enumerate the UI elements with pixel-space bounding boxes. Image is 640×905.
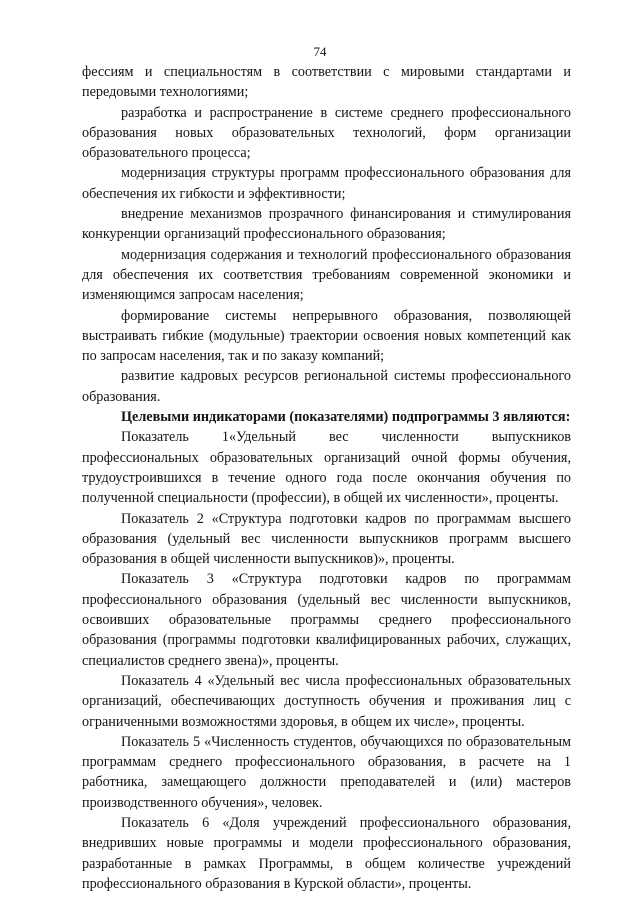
page-text bbox=[82, 62, 571, 894]
paragraph: модернизация структуры программ профессионального образования для обеспечения их гибкости и эффективности; bbox=[82, 165, 571, 202]
page-number: 74 bbox=[313, 44, 327, 59]
paragraph: формирование системы непрерывного образования, позволяющей выстраивать гибкие (модульные) траектории освоения новых компетенций как по запросам населения, так и по заказу компаний; bbox=[82, 307, 571, 365]
indicator-paragraph: Показатель 1«Удельный вес численности выпускников профессиональных образовательных организаций очной формы обучения, трудоустроившихся в течение одного года после окончания обучения по полученной специальности (профессии), в общей их численности», проценты. bbox=[82, 429, 571, 507]
indicator-paragraph: Показатель 3 «Структура подготовки кадров по программам профессионального образования (удельный вес численности выпускников, освоивших образовательные программы среднего профессионального образования (программы подготовки квалифицированных рабочих, служащих, специалистов среднего звена)», проценты. bbox=[82, 571, 571, 669]
paragraph: внедрение механизмов прозрачного финансирования и стимулирования конкуренции организаций профессионального образования; bbox=[82, 206, 571, 243]
paragraph: модернизация содержания и технологий профессионального образования для обеспечения их соответствия требованиям современной экономики и изменяющимся запросам населения; bbox=[82, 246, 571, 304]
paragraph: разработка и распространение в системе среднего профессионального образования новых образовательных технологий, форм организации образовательного процесса; bbox=[82, 104, 571, 162]
indicator-paragraph: Показатель 5 «Численность студентов, обучающихся по образовательным программам среднего профессионального образования, в расчете на 1 работника, замещающего должности преподавателей и (или) мастеров производственного обучения», человек. bbox=[82, 733, 571, 811]
indicator-paragraph: Показатель 6 «Доля учреждений профессионального образования, внедривших новые программы и модели профессионального образования, разработанные в рамках Программы, в общем количестве учреждений профессионального образования в Курской области», проценты. bbox=[82, 814, 571, 892]
section-heading: Целевыми индикаторами (показателями) подпрограммы 3 являются: bbox=[121, 409, 571, 426]
indicator-paragraph: Показатель 4 «Удельный вес числа профессиональных образовательных организаций, обеспечивающих доступность обучения и проживания лиц с ограниченными возможностями здоровья, в общем их числе», проценты. bbox=[82, 672, 571, 730]
paragraph-continuation: фессиям и специальностям в соответствии с мировыми стандартами и передовыми технологиями; bbox=[82, 64, 571, 101]
indicator-paragraph: Показатель 2 «Структура подготовки кадров по программам высшего образования (удельный вес численности выпускников программ высшего образования в общей численности выпускников)», проценты. bbox=[82, 510, 571, 568]
paragraph: развитие кадровых ресурсов региональной системы профессионального образования. bbox=[82, 368, 571, 405]
